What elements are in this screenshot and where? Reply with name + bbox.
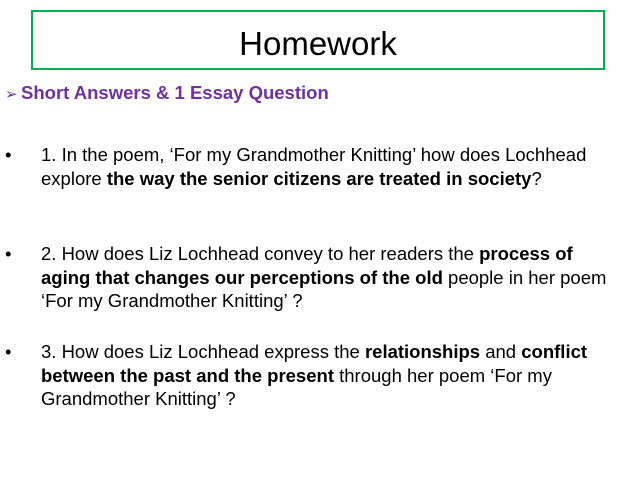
question-3-text: 3. How does Liz Lochhead express the relationships and conflict between the past and the present through her poem ‘For my Grandmother Knitting’ ?	[41, 341, 588, 409]
question-1	[5, 143, 625, 190]
question-2	[5, 242, 625, 313]
bullet-icon: •	[5, 144, 12, 165]
arrow-bullet-icon: ➢	[5, 86, 18, 103]
page-title: Homework	[239, 24, 397, 62]
question-1-text: 1. In the poem, ‘For my Grandmother Knitting’ how does Lochhead explore the way the senior citizens are treated in society?	[41, 144, 587, 189]
question-3	[5, 340, 625, 411]
bullet-icon: •	[5, 341, 12, 362]
title-box	[31, 10, 605, 70]
question-2-text: 2. How does Liz Lochhead convey to her readers the process of aging that changes our perceptions of the old people in her poem ‘For my Grandmother Knitting’ ?	[41, 243, 607, 311]
bullet-icon: •	[5, 243, 12, 264]
subheading	[5, 82, 329, 104]
subheading-text: Short Answers & 1 Essay Question	[21, 82, 329, 103]
